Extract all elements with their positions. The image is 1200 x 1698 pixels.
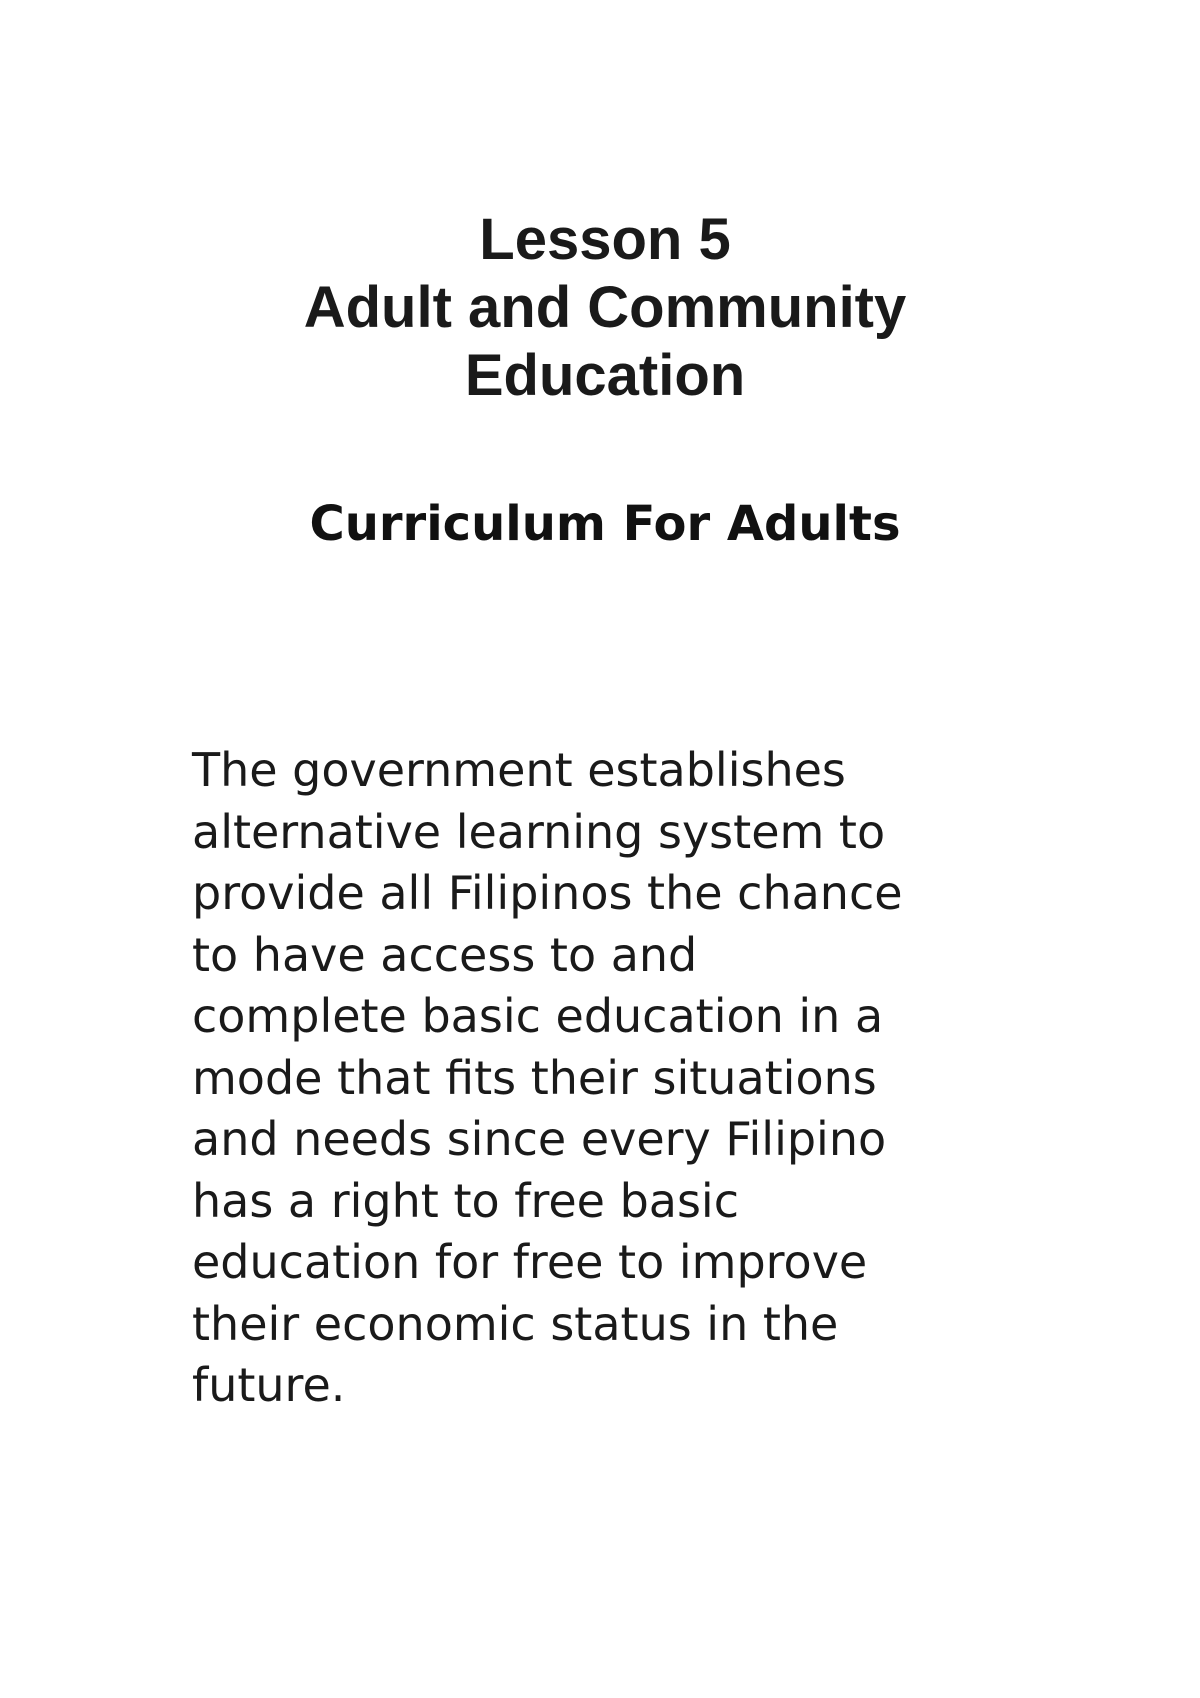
paragraph-line: The government establishes [192, 743, 846, 797]
paragraph-line: provide all Filipinos the chance [192, 866, 903, 920]
body-paragraph [192, 740, 1072, 1417]
section-heading: Curriculum For Adults [309, 496, 901, 552]
lesson-title [250, 206, 960, 410]
title-line-lesson-number: Lesson 5 [479, 207, 731, 272]
paragraph-line: their economic status in the [192, 1296, 839, 1351]
paragraph-line: alternative learning system to [192, 804, 886, 859]
paragraph-line: has a right to free basic [192, 1173, 739, 1228]
title-line-subject-cont: Education [464, 343, 746, 408]
paragraph-line: complete basic education in a [192, 989, 884, 1043]
paragraph-line: to have access to and [192, 927, 698, 982]
paragraph-line: future. [192, 1358, 346, 1412]
paragraph-line: and needs since every Filipino [192, 1112, 887, 1166]
title-line-subject: Adult and Community [303, 275, 907, 340]
paragraph-line: education for free to improve [192, 1235, 868, 1289]
paragraph-line: mode that fits their situations [192, 1050, 877, 1105]
